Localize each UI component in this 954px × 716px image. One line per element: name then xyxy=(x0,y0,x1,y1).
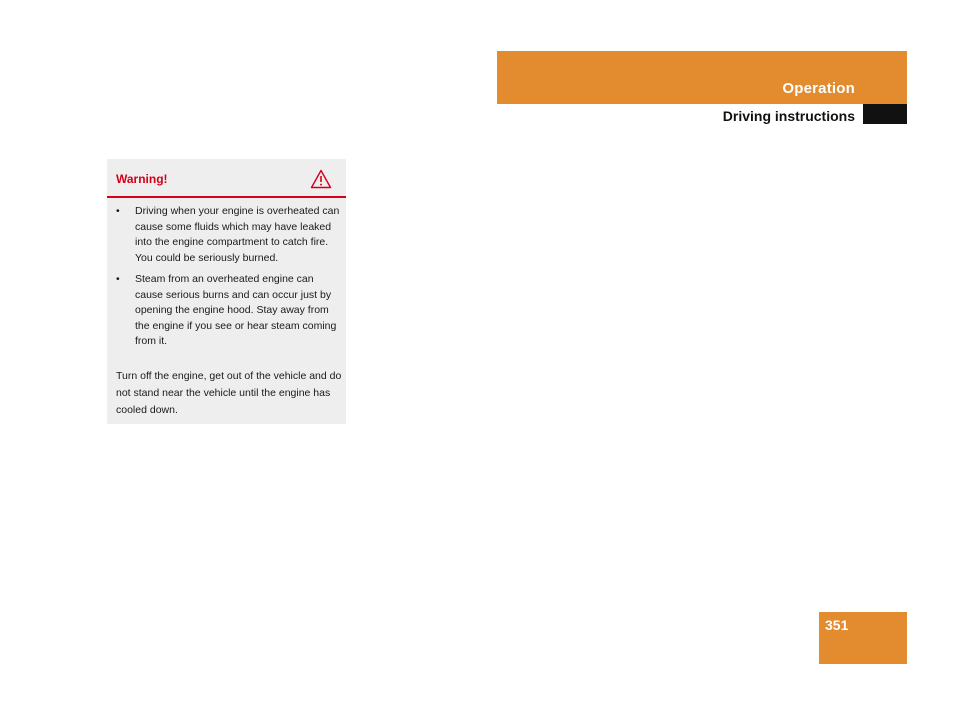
warning-bullet-text: Driving when your engine is overheated can cause some fluids which may have leaked into the engine compartment to catch fire. You could be seriously burned. xyxy=(135,205,340,264)
section-tab-marker xyxy=(863,104,907,124)
bullet-icon: • xyxy=(116,205,120,217)
warning-footer-text: Turn off the engine, get out of the vehicle and do not stand near the vehicle until the engine has cooled down. xyxy=(116,370,342,416)
warning-bullet-list xyxy=(116,204,342,356)
warning-triangle-icon xyxy=(310,169,332,189)
warning-header xyxy=(107,159,346,198)
section-header-bar xyxy=(497,51,907,104)
subsection-header xyxy=(497,104,907,125)
bullet-icon: • xyxy=(116,273,120,285)
subsection-title: Driving instructions xyxy=(722,108,855,124)
warning-bullet-item xyxy=(116,272,342,350)
warning-bullet-text: Steam from an overheated engine can cause serious burns and can occur just by opening the engine hood. Stay away from the engine if you see or hear steam coming from it. xyxy=(135,273,337,347)
page-number: 351 xyxy=(825,617,849,633)
page-number-box xyxy=(819,612,907,664)
warning-bullet-item xyxy=(116,204,342,266)
warning-box xyxy=(107,159,346,424)
warning-title: Warning! xyxy=(116,172,168,186)
section-title: Operation xyxy=(782,80,855,97)
